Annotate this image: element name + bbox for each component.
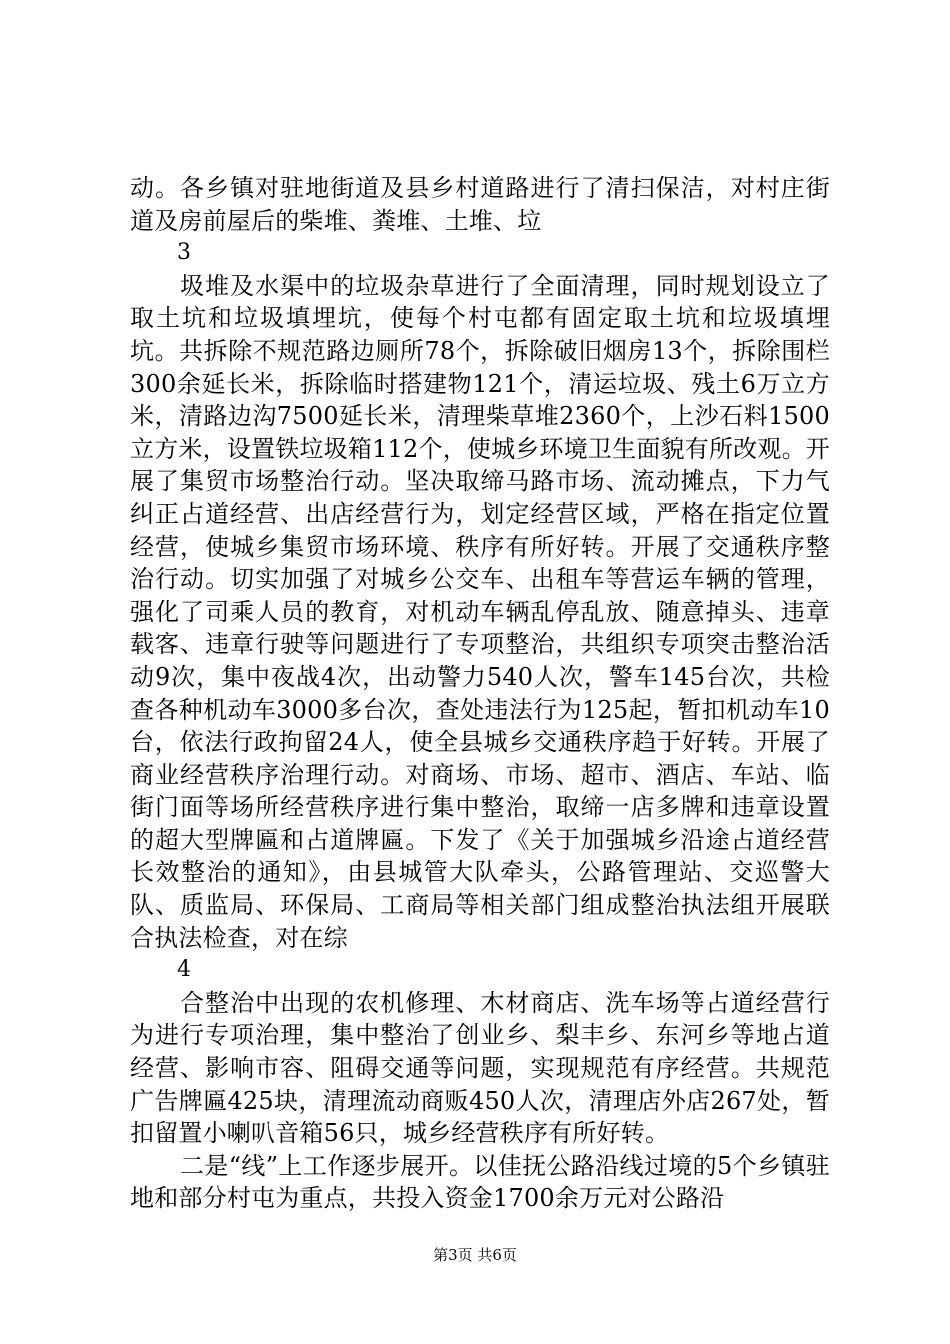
paragraph: 二是“线”上工作逐步展开。以佳抚公路沿线过境的5个乡镇驻地和部分村屯为重点，共投入资金1700余万元对公路沿 [130, 1151, 830, 1213]
paragraph: 动。各乡镇对驻地街道及县乡村道路进行了清扫保洁，对村庄街道及房前屋后的柴堆、粪堆、土堆、垃 [130, 174, 830, 235]
paragraph: 合整治中出现的农机修理、木材商店、洗车场等占道经营行为进行专项治理，集中整治了创业乡、梨丰乡、东河乡等地占道经营、影响市容、阻碍交通等问题，实现规范有序经营。共规范广告牌匾425块，清理流动商贩450人次，清理店外店267处，暂扣留置小喇叭音箱56只，城乡经营秩序有所好转。 [130, 988, 830, 1148]
inline-page-number: 4 [177, 957, 191, 983]
inline-page-number: 3 [177, 240, 191, 266]
page-footer: 第3页 共6页 [433, 1246, 517, 1264]
paragraph: 圾堆及水渠中的垃圾杂草进行了全面清理，同时规划设立了取土坑和垃圾填埋坑，使每个村屯都有固定取土坑和垃圾填埋坑。共拆除不规范路边厕所78个，拆除破旧烟房13个，拆除围栏300余延长米，拆除临时搭建物121个，清运垃圾、残土6万立方米，清路边沟7500延长米，清理柴草堆2360个，上沙石料1500立方米，设置铁垃圾箱112个，使城乡环境卫生面貌有所改观。开展了集贸市场整治行动。坚决取缔马路市场、流动摊点，下力气纠正占道经营、出店经营行为，划定经营区域，严格在指定位置经营，使城乡集贸市场环境、秩序有所好转。开展了交通秩序整治行动。切实加强了对城乡公交车、出租车等营运车辆的管理，强化了司乘人员的教育，对机动车辆乱停乱放、随意掉头、违章载客、违章行驶等问题进行了专项整治，共组织专项突击整治活动9次，集中夜战4次，出动警力540人次，警车145台次，共检查各种机动车3000多台次，查处违法行为125起，暂扣机动车10台，依法行政拘留24人，使全县城乡交通秩序趋于好转。开展了商业经营秩序治理行动。对商场、市场、超市、酒店、车站、临街门面等场所经营秩序进行集中整治，取缔一店多牌和违章设置的超大型牌匾和占道牌匾。下发了《关于加强城乡沿途占道经营长效整治的通知》，由县城管大队牵头，公路管理站、交巡警大队、质监局、环保局、工商局等相关部门组成整治执法组开展联合执法检查，对在综 [130, 271, 830, 952]
document-body [130, 172, 830, 1215]
